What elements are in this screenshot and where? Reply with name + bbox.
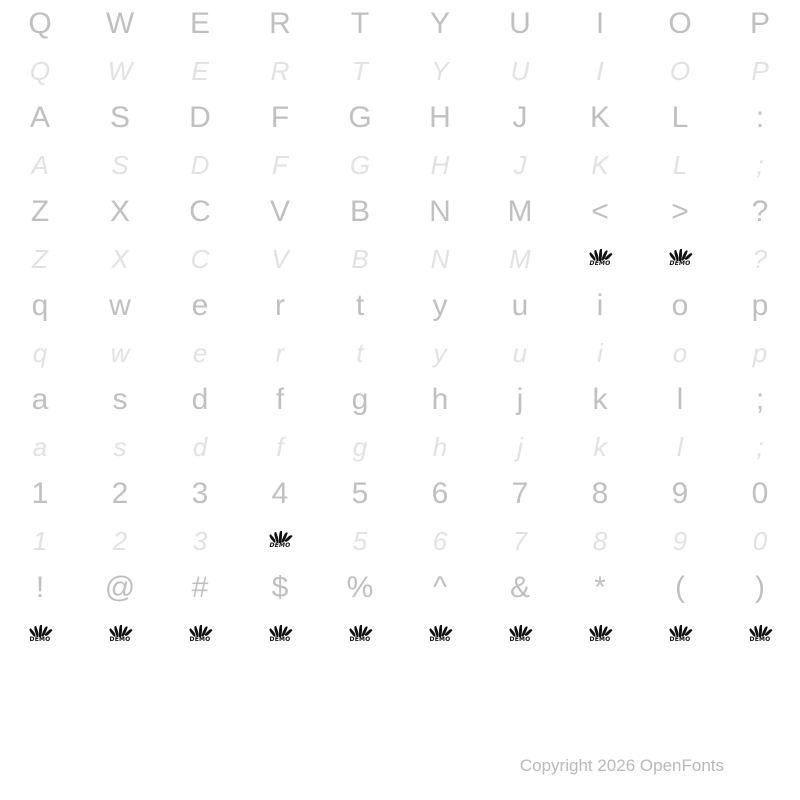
- demo-watermark-label: DEMO: [269, 541, 291, 549]
- demo-watermark: [80, 620, 160, 650]
- glyph-cell: @: [104, 570, 136, 604]
- demo-watermark: [640, 244, 720, 272]
- glyph-cell: d: [191, 382, 209, 416]
- glyph-cell: M: [509, 243, 531, 274]
- glyph-cell: 4: [271, 476, 289, 510]
- glyph-cell: K: [591, 149, 609, 180]
- demo-watermark: [720, 620, 800, 650]
- glyph-cell: C: [190, 243, 210, 274]
- glyph-cell: 2: [112, 525, 128, 556]
- leaf-burst-icon: [187, 623, 213, 649]
- glyph-cell: f: [276, 431, 284, 462]
- demo-watermark-label: DEMO: [109, 635, 131, 643]
- glyph-row: [0, 470, 800, 517]
- glyph-cell: Y: [431, 55, 449, 86]
- glyph-row: [0, 282, 800, 329]
- demo-watermark-label: DEMO: [189, 635, 211, 643]
- glyph-row: [0, 611, 800, 658]
- leaf-burst-icon: [267, 529, 293, 555]
- glyph-cell: y: [432, 288, 448, 322]
- glyph-cell: j: [517, 431, 523, 462]
- demo-watermark: [400, 620, 480, 650]
- glyph-cell: ;: [756, 431, 764, 462]
- leaf-burst-icon: [347, 623, 373, 649]
- copyright-text: Copyright 2026 OpenFonts: [519, 756, 724, 775]
- glyph-cell: U: [510, 55, 530, 86]
- glyph-cell: G: [348, 100, 372, 134]
- glyph-cell: H: [430, 149, 450, 180]
- glyph-cell: S: [111, 149, 129, 180]
- glyph-cell: r: [275, 337, 285, 368]
- glyph-cell: Q: [29, 55, 51, 86]
- glyph-cell: e: [191, 288, 209, 322]
- demo-watermark: [640, 620, 720, 650]
- glyph-cell: D: [190, 149, 210, 180]
- glyph-cell: G: [349, 149, 371, 180]
- glyph-cell: t: [356, 337, 364, 368]
- glyph-cell: D: [189, 100, 211, 134]
- demo-watermark: [240, 526, 320, 554]
- glyph-cell: E: [191, 55, 209, 86]
- glyph-cell: 5: [352, 525, 368, 556]
- glyph-cell: I: [595, 6, 605, 40]
- glyph-cell: N: [430, 243, 450, 274]
- glyph-cell: L: [671, 100, 689, 134]
- glyph-cell: 5: [351, 476, 369, 510]
- demo-watermark: [0, 620, 80, 650]
- glyph-cell: &: [509, 570, 530, 604]
- glyph-cell: X: [109, 194, 130, 228]
- demo-watermark-label: DEMO: [429, 635, 451, 643]
- glyph-cell: O: [668, 6, 692, 40]
- glyph-cell: f: [275, 382, 285, 416]
- glyph-cell: 7: [511, 476, 529, 510]
- glyph-cell: Z: [30, 194, 50, 228]
- glyph-cell: 3: [191, 476, 209, 510]
- glyph-cell: <: [591, 194, 609, 228]
- glyph-cell: u: [512, 337, 528, 368]
- glyph-cell: e: [192, 337, 208, 368]
- glyph-cell: Q: [28, 6, 52, 40]
- glyph-cell: a: [31, 382, 49, 416]
- glyph-cell: V: [269, 194, 290, 228]
- glyph-cell: T: [352, 55, 368, 86]
- glyph-cell: O: [669, 55, 691, 86]
- glyph-cell: N: [429, 194, 451, 228]
- glyph-cell: V: [271, 243, 289, 274]
- demo-watermark-label: DEMO: [589, 635, 611, 643]
- demo-watermark-label: DEMO: [589, 259, 611, 267]
- glyph-cell: 6: [431, 476, 449, 510]
- glyph-cell: :: [755, 100, 765, 134]
- demo-watermark: [480, 620, 560, 650]
- glyph-cell: ;: [756, 149, 764, 180]
- glyph-cell: S: [109, 100, 130, 134]
- glyph-cell: q: [31, 288, 49, 322]
- glyph-cell: C: [189, 194, 211, 228]
- glyph-cell: A: [31, 149, 49, 180]
- glyph-row: [0, 235, 800, 282]
- demo-watermark: [320, 620, 400, 650]
- glyph-cell: k: [592, 382, 608, 416]
- glyph-cell: L: [672, 149, 688, 180]
- glyph-cell: w: [110, 337, 130, 368]
- glyph-row: [0, 564, 800, 611]
- demo-watermark-label: DEMO: [669, 259, 691, 267]
- glyph-cell: 9: [671, 476, 689, 510]
- demo-watermark-label: DEMO: [669, 635, 691, 643]
- glyph-cell: I: [596, 55, 604, 86]
- glyph-cell: ?: [752, 243, 768, 274]
- glyph-cell: P: [749, 6, 770, 40]
- glyph-cell: W: [107, 55, 133, 86]
- glyph-row: [0, 47, 800, 94]
- demo-watermark: [160, 620, 240, 650]
- glyph-cell: ?: [751, 194, 769, 228]
- glyph-cell: %: [346, 570, 374, 604]
- glyph-cell: Y: [429, 6, 450, 40]
- glyph-cell: B: [351, 243, 369, 274]
- glyph-cell: K: [589, 100, 610, 134]
- glyph-cell: s: [112, 382, 128, 416]
- glyph-cell: g: [351, 382, 369, 416]
- glyph-cell: A: [29, 100, 50, 134]
- glyph-cell: W: [105, 6, 135, 40]
- glyph-cell: 6: [432, 525, 448, 556]
- glyph-cell: *: [594, 570, 606, 604]
- glyph-cell: k: [593, 431, 607, 462]
- glyph-cell: l: [677, 431, 683, 462]
- glyph-row: [0, 423, 800, 470]
- glyph-cell: 8: [592, 525, 608, 556]
- leaf-burst-icon: [587, 247, 613, 273]
- glyph-cell: F: [270, 100, 290, 134]
- glyph-row: [0, 0, 800, 47]
- glyph-cell: !: [35, 570, 45, 604]
- glyph-cell: X: [111, 243, 129, 274]
- glyph-cell: p: [752, 337, 768, 368]
- glyph-cell: w: [109, 288, 131, 322]
- glyph-cell: a: [32, 431, 48, 462]
- glyph-row: [0, 329, 800, 376]
- glyph-cell: J: [513, 149, 527, 180]
- glyph-cell: l: [676, 382, 684, 416]
- glyph-cell: h: [431, 382, 449, 416]
- leaf-burst-icon: [667, 247, 693, 273]
- glyph-row: [0, 94, 800, 141]
- demo-watermark-label: DEMO: [749, 635, 771, 643]
- glyph-cell: B: [349, 194, 370, 228]
- glyph-row: [0, 188, 800, 235]
- demo-watermark-label: DEMO: [509, 635, 531, 643]
- footer: [0, 756, 800, 776]
- glyph-cell: Z: [32, 243, 48, 274]
- glyph-cell: h: [432, 431, 448, 462]
- glyph-row: [0, 376, 800, 423]
- glyph-cell: 7: [512, 525, 528, 556]
- leaf-burst-icon: [747, 623, 773, 649]
- glyph-cell: u: [511, 288, 529, 322]
- glyph-cell: ;: [755, 382, 765, 416]
- glyph-cell: o: [672, 337, 688, 368]
- glyph-cell: j: [516, 382, 524, 416]
- glyph-cell: J: [512, 100, 528, 134]
- leaf-burst-icon: [587, 623, 613, 649]
- glyph-cell: (: [675, 570, 685, 604]
- demo-watermark-label: DEMO: [269, 635, 291, 643]
- glyph-cell: 8: [591, 476, 609, 510]
- leaf-burst-icon: [427, 623, 453, 649]
- glyph-cell: R: [270, 55, 290, 86]
- glyph-cell: >: [671, 194, 689, 228]
- leaf-burst-icon: [27, 623, 53, 649]
- glyph-cell: $: [271, 570, 289, 604]
- glyph-cell: 1: [31, 476, 49, 510]
- leaf-burst-icon: [107, 623, 133, 649]
- glyph-cell: i: [597, 337, 603, 368]
- glyph-cell: 0: [751, 476, 769, 510]
- glyph-cell: g: [352, 431, 368, 462]
- glyph-cell: F: [272, 149, 288, 180]
- glyph-cell: 9: [672, 525, 688, 556]
- glyph-cell: P: [751, 55, 769, 86]
- glyph-cell: E: [189, 6, 210, 40]
- demo-watermark-label: DEMO: [349, 635, 371, 643]
- glyph-cell: p: [751, 288, 769, 322]
- demo-watermark: [240, 620, 320, 650]
- demo-watermark: [560, 620, 640, 650]
- glyph-cell: ^: [432, 570, 448, 604]
- leaf-burst-icon: [507, 623, 533, 649]
- glyph-cell: 2: [111, 476, 129, 510]
- glyph-cell: s: [113, 431, 127, 462]
- glyph-cell: 0: [752, 525, 768, 556]
- glyph-cell: t: [355, 288, 365, 322]
- glyph-cell: ): [755, 570, 765, 604]
- glyph-cell: U: [509, 6, 531, 40]
- demo-watermark: [560, 244, 640, 272]
- glyph-cell: T: [350, 6, 370, 40]
- glyph-row: [0, 141, 800, 188]
- glyph-cell: R: [269, 6, 291, 40]
- glyph-cell: #: [191, 570, 209, 604]
- glyph-cell: q: [32, 337, 48, 368]
- glyph-cell: i: [596, 288, 604, 322]
- glyph-cell: H: [429, 100, 451, 134]
- glyph-cell: y: [433, 337, 447, 368]
- glyph-cell: o: [671, 288, 689, 322]
- leaf-burst-icon: [267, 623, 293, 649]
- glyph-cell: M: [507, 194, 533, 228]
- glyph-cell: d: [192, 431, 208, 462]
- leaf-burst-icon: [667, 623, 693, 649]
- glyph-cell: 1: [32, 525, 48, 556]
- demo-watermark-label: DEMO: [29, 635, 51, 643]
- glyph-cell: r: [275, 288, 285, 322]
- glyph-cell: 3: [192, 525, 208, 556]
- glyph-row: [0, 517, 800, 564]
